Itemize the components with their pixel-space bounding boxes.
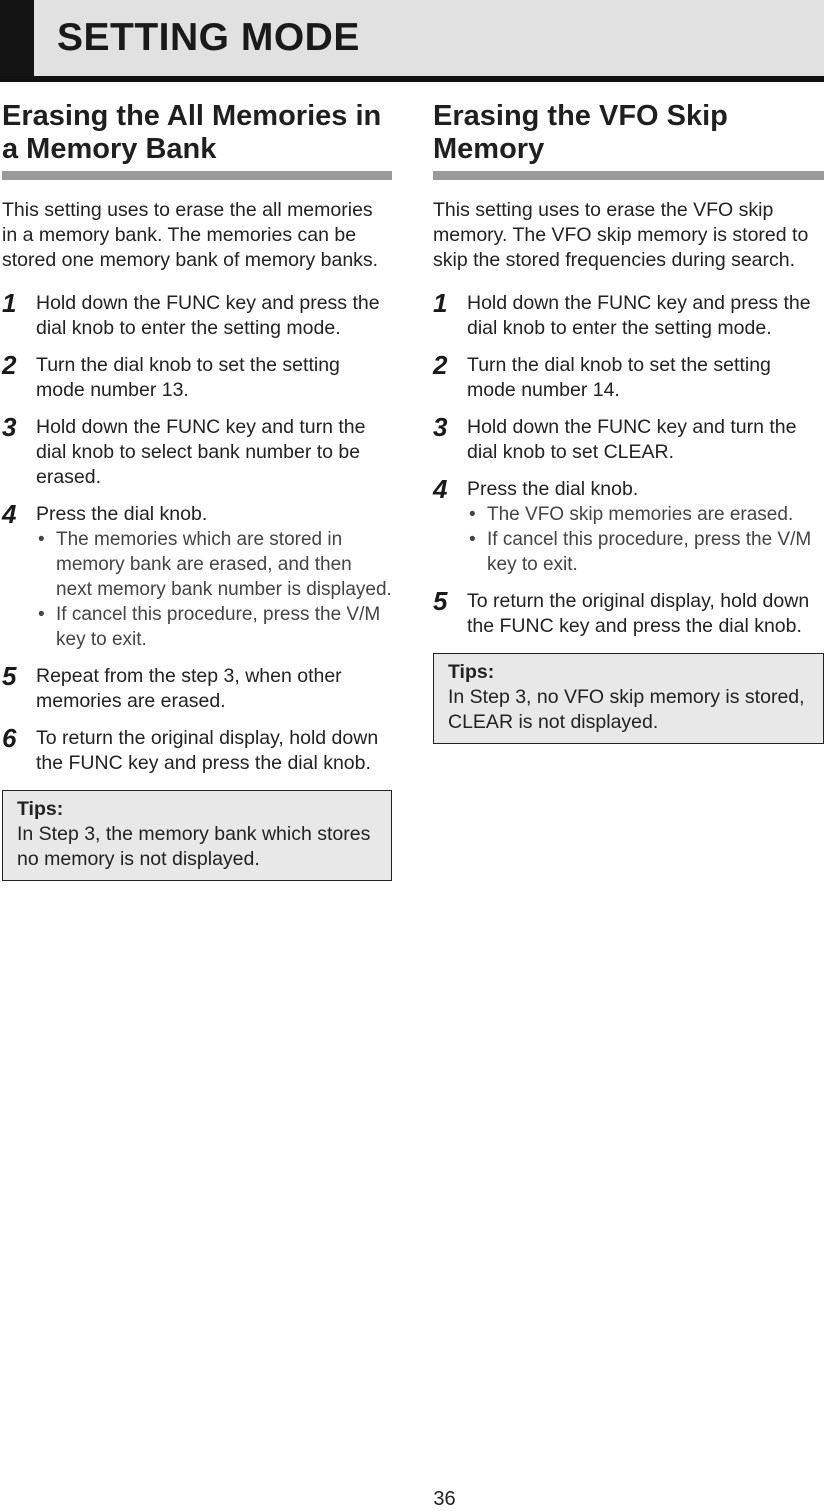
- bullet-icon: •: [38, 604, 45, 625]
- step-text: Hold down the FUNC key and press the dial knob to enter the setting mode.: [467, 292, 811, 339]
- step-item: [2, 723, 392, 776]
- header-accent-block: [0, 0, 34, 76]
- step-text: Turn the dial knob to set the setting mode number 14.: [467, 354, 771, 401]
- bullet-icon: •: [469, 504, 476, 525]
- tips-title: Tips:: [17, 798, 64, 820]
- step-number: 5: [433, 586, 448, 616]
- page-number: 36: [433, 1488, 456, 1510]
- step-number: 3: [433, 412, 448, 442]
- step-text: Hold down the FUNC key and turn the dial knob to set CLEAR.: [467, 416, 797, 463]
- step-text: Press the dial knob.: [467, 478, 639, 500]
- left-tips-box: [2, 790, 392, 881]
- step-text: To return the original display, hold down the FUNC key and press the dial knob.: [467, 590, 810, 637]
- bullet-item: [467, 527, 824, 577]
- step-number: 2: [433, 350, 448, 380]
- step-text: To return the original display, hold down the FUNC key and press the dial knob.: [36, 727, 379, 774]
- bullet-icon: •: [469, 529, 476, 550]
- tips-text: In Step 3, the memory bank which stores no memory is not displayed.: [17, 823, 371, 870]
- bullet-item: [467, 502, 824, 527]
- right-section-title: Erasing the VFO Skip Memory: [433, 100, 824, 180]
- step-number: 1: [433, 288, 448, 318]
- step-item: [433, 586, 824, 639]
- tips-title: Tips:: [448, 661, 495, 683]
- step-text: Repeat from the step 3, when other memories are erased.: [36, 665, 342, 712]
- bullet-text: If cancel this procedure, press the V/M key to exit.: [56, 604, 381, 650]
- bullet-item: [36, 602, 392, 652]
- step-number: 2: [2, 350, 17, 380]
- bullet-icon: •: [38, 529, 45, 550]
- step-item: [433, 412, 824, 465]
- left-section-title: Erasing the All Memories in a Memory Bank: [2, 100, 392, 180]
- left-intro: This setting uses to erase the all memories in a memory bank. The memories can be stored one memory bank of memory banks.: [2, 199, 379, 271]
- right-intro: This setting uses to erase the VFO skip memory. The VFO skip memory is stored to skip the stored frequencies during search.: [433, 199, 809, 271]
- step-item: [433, 288, 824, 341]
- step-item: [2, 288, 392, 341]
- right-column: [433, 100, 824, 744]
- step-item: [2, 661, 392, 714]
- step-text: Hold down the FUNC key and turn the dial knob to select bank number to be erased.: [36, 416, 366, 488]
- bullet-text: The memories which are stored in memory bank are erased, and then next memory bank number is displayed.: [56, 529, 392, 600]
- step-number: 1: [2, 288, 17, 318]
- step-item: [433, 474, 824, 577]
- bullet-text: The VFO skip memories are erased.: [487, 504, 794, 525]
- left-steps: [2, 288, 392, 776]
- right-tips-box: [433, 653, 824, 744]
- tips-text: In Step 3, no VFO skip memory is stored, CLEAR is not displayed.: [448, 686, 805, 733]
- step-text: Press the dial knob.: [36, 503, 208, 525]
- bullet-item: [36, 527, 392, 602]
- step-bullets: [467, 502, 824, 577]
- step-number: 3: [2, 412, 17, 442]
- step-item: [2, 499, 392, 652]
- step-text: Hold down the FUNC key and press the dial knob to enter the setting mode.: [36, 292, 380, 339]
- step-number: 4: [433, 474, 448, 504]
- left-column: [2, 100, 392, 881]
- step-item: [2, 350, 392, 403]
- step-number: 5: [2, 661, 17, 691]
- bullet-text: If cancel this procedure, press the V/M key to exit.: [487, 529, 812, 575]
- step-number: 6: [2, 723, 17, 753]
- step-text: Turn the dial knob to set the setting mode number 13.: [36, 354, 340, 401]
- page-title: SETTING MODE: [57, 16, 360, 59]
- step-item: [433, 350, 824, 403]
- step-item: [2, 412, 392, 490]
- step-bullets: [36, 527, 392, 652]
- right-steps: [433, 288, 824, 639]
- page-header: [0, 0, 824, 82]
- step-number: 4: [2, 499, 17, 529]
